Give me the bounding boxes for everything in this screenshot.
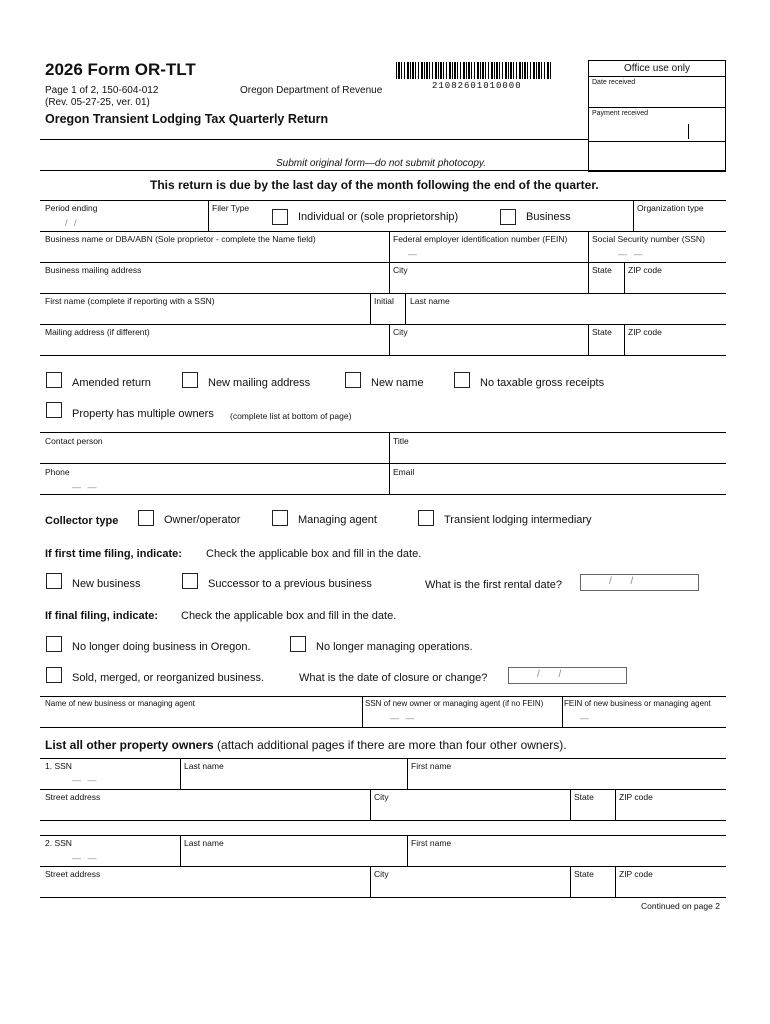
first-time-label: If first time filing, indicate: — [45, 548, 182, 560]
contact-person-label: Contact person — [45, 436, 103, 446]
period-ending-label: Period ending — [45, 203, 98, 213]
owner2-city-label: City — [374, 869, 389, 879]
owner1-first-name-label: First name — [411, 761, 452, 771]
fein-label: Federal employer identification number (FEIN) — [393, 234, 568, 244]
submit-note: Submit original form—do not submit photocopy. — [276, 158, 486, 169]
owner2-street-label: Street address — [45, 869, 101, 879]
new-business-checkbox[interactable] — [46, 573, 62, 589]
zip-label-2: ZIP code — [628, 327, 662, 337]
new-name-label: New name — [371, 377, 424, 389]
first-name-label: First name (complete if reporting with a SSN) — [45, 296, 215, 306]
no-taxable-checkbox[interactable] — [454, 372, 470, 388]
sold-merged-label: Sold, merged, or reorganized business. — [72, 672, 264, 684]
office-use-title: Office use only — [589, 61, 725, 77]
collector-type-label: Collector type — [45, 515, 119, 527]
new-mailing-label: New mailing address — [208, 377, 311, 389]
business-name-label: Business name or DBA/ABN (Sole proprietor - complete the Name field) — [45, 234, 316, 244]
owner-operator-label: Owner/operator — [164, 514, 241, 526]
phone-input[interactable]: — — — [72, 482, 99, 492]
multiple-owners-note: (complete list at bottom of page) — [230, 411, 352, 421]
owner-operator-checkbox[interactable] — [138, 510, 154, 526]
fein-input[interactable]: — — [408, 249, 419, 259]
new-name-checkbox[interactable] — [345, 372, 361, 388]
new-agent-ssn-label: SSN of new owner or managing agent (if no FEIN) — [365, 699, 544, 708]
return-title: Oregon Transient Lodging Tax Quarterly Return — [45, 112, 329, 126]
mailing-address-label: Business mailing address — [45, 265, 142, 275]
period-ending-input[interactable]: / / — [65, 218, 79, 228]
amended-return-label: Amended return — [72, 377, 151, 389]
new-agent-fein-label: FEIN of new business or managing agent — [564, 699, 711, 708]
no-longer-business-checkbox[interactable] — [46, 636, 62, 652]
owner1-city-label: City — [374, 792, 389, 802]
amended-return-checkbox[interactable] — [46, 372, 62, 388]
email-label: Email — [393, 467, 415, 477]
no-longer-business-label: No longer doing business in Oregon. — [72, 641, 251, 653]
form-title: 2026 Form OR-TLT — [45, 60, 196, 79]
due-statement: This return is due by the last day of the month following the end of the quarter. — [150, 178, 599, 192]
department-name: Oregon Department of Revenue — [240, 85, 383, 96]
owner1-last-name-label: Last name — [184, 761, 224, 771]
no-longer-managing-checkbox[interactable] — [290, 636, 306, 652]
owner2-zip-label: ZIP code — [619, 869, 653, 879]
owner1-ssn-input[interactable]: — — — [72, 775, 99, 785]
owners-heading — [45, 738, 567, 752]
office-use-box — [588, 60, 726, 172]
new-agent-ssn-input[interactable]: — — — [390, 713, 417, 723]
filer-business-checkbox[interactable] — [500, 209, 516, 225]
owner1-ssn-label: 1. SSN — [45, 761, 72, 771]
owner1-zip-label: ZIP code — [619, 792, 653, 802]
final-filing-instruction: Check the applicable box and fill in the date. — [181, 610, 397, 622]
owner2-ssn-label: 2. SSN — [45, 838, 72, 848]
successor-checkbox[interactable] — [182, 573, 198, 589]
zip-label: ZIP code — [628, 265, 662, 275]
no-longer-managing-label: No longer managing operations. — [316, 641, 473, 653]
intermediary-checkbox[interactable] — [418, 510, 434, 526]
last-name-label: Last name — [410, 296, 450, 306]
filer-business-label: Business — [526, 211, 571, 223]
owner2-first-name-label: First name — [411, 838, 452, 848]
organization-type-label: Organization type — [637, 203, 704, 213]
multiple-owners-checkbox[interactable] — [46, 402, 62, 418]
first-rental-date-input[interactable] — [580, 574, 699, 591]
payment-received-label: Payment received — [592, 110, 649, 117]
final-filing-label: If final filing, indicate: — [45, 610, 159, 622]
title-label: Title — [393, 436, 409, 446]
barcode-number: 21082601010000 — [432, 81, 522, 91]
new-business-label: New business — [72, 578, 141, 590]
ssn-label: Social Security number (SSN) — [592, 234, 705, 244]
new-mailing-checkbox[interactable] — [182, 372, 198, 388]
no-taxable-label: No taxable gross receipts — [480, 377, 605, 389]
owner1-street-label: Street address — [45, 792, 101, 802]
sold-merged-checkbox[interactable] — [46, 667, 62, 683]
successor-label: Successor to a previous business — [208, 578, 372, 590]
initial-label: Initial — [374, 296, 394, 306]
closure-date-mask: / / — [537, 669, 570, 680]
filer-individual-label: Individual or (sole proprietorship) — [298, 211, 459, 223]
phone-label: Phone — [45, 467, 70, 477]
revision: (Rev. 05-27-25, ver. 01) — [45, 97, 150, 108]
intermediary-label: Transient lodging intermediary — [444, 514, 592, 526]
new-agent-name-label: Name of new business or managing agent — [45, 699, 195, 708]
city-label-2: City — [393, 327, 408, 337]
city-label: City — [393, 265, 408, 275]
managing-agent-label: Managing agent — [298, 514, 377, 526]
new-agent-fein-input[interactable]: — — [580, 713, 591, 723]
date-received-label: Date received — [592, 79, 636, 86]
owner2-last-name-label: Last name — [184, 838, 224, 848]
owners-heading-rest: (attach additional pages if there are more than four other owners). — [217, 738, 567, 752]
closure-date-input[interactable] — [508, 667, 627, 684]
mailing-diff-label: Mailing address (if different) — [45, 327, 150, 337]
closure-date-question: What is the date of closure or change? — [299, 672, 488, 684]
managing-agent-checkbox[interactable] — [272, 510, 288, 526]
state-label-2: State — [592, 327, 612, 337]
owner2-ssn-input[interactable]: — — — [72, 853, 99, 863]
page-info: Page 1 of 2, 150-604-012 — [45, 85, 159, 96]
owners-heading-bold: List all other property owners — [45, 738, 214, 752]
filer-individual-checkbox[interactable] — [272, 209, 288, 225]
state-label: State — [592, 265, 612, 275]
owner1-state-label: State — [574, 792, 594, 802]
continued-note: Continued on page 2 — [641, 901, 720, 911]
multiple-owners-label: Property has multiple owners — [72, 408, 214, 420]
barcode-image — [396, 62, 551, 79]
filer-type-label: Filer Type — [212, 203, 250, 213]
owner2-state-label: State — [574, 869, 594, 879]
first-time-instruction: Check the applicable box and fill in the date. — [206, 548, 422, 560]
first-rental-date-mask: / / — [609, 576, 642, 587]
first-rental-question: What is the first rental date? — [425, 579, 562, 591]
ssn-input[interactable]: — — — [618, 249, 645, 259]
